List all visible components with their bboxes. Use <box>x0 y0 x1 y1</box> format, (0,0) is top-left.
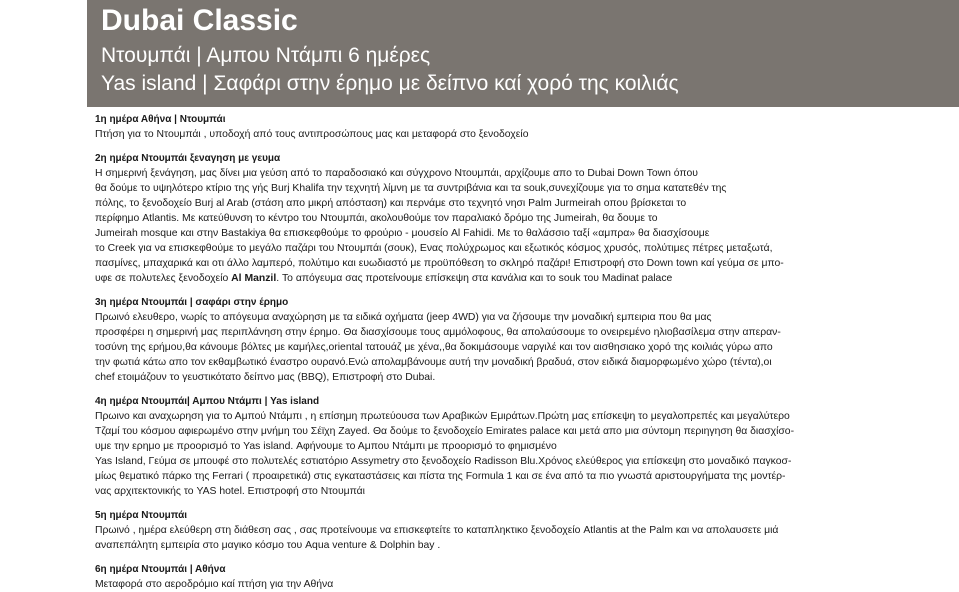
day-text-line: Τζαμί του κόσμου αφιερωμένο στην μνήμη του Σέϊχη Zayed. Θα δούμε το ξενοδοχείο Emirates palace και μετά απο μια σύντομη περιηγηση θα διασχίσο- <box>95 426 795 437</box>
day-text-line: νας αρχιτεκτονικής το YAS hotel. Επιστροφή στο Ντουμπάι <box>95 486 365 497</box>
day-section-2 <box>95 152 953 286</box>
day-text-line: αναπεπάλητη εμπειρία στο μαγικο κόσμο του Aqua venture & Dolphin bay . <box>95 540 441 551</box>
subtitle-highlights: Yas island | Σαφάρι στην έρημο με δείπνο καί χορό της κοιλιάς <box>101 72 679 95</box>
day-text-line: Μεταφορά στο αεροδρόμιο καί πτήση για την Αθήνα <box>95 579 334 590</box>
day-text-line: Πρωινο και αναχωρηση για το Αμπού Ντάμπι , η επίσημη πρωτεύουσα των Αραβικών Εμιράτων.Πρώτη μας επίσκεψη το μεγαλοπρεπές και μεγαλύτερο <box>95 411 790 422</box>
day-text-line <box>95 271 953 286</box>
day-text-line: το Creek για να επισκεφθούμε το μεγάλο παζάρι του Ντουμπάι (σουκ), Ενας πολύχρωμος και εξωτικός κόσμος χρυσός, πολύτιμες πέτρες μεταξωτά, <box>95 243 773 254</box>
day-title: 2η ημέρα Ντουμπάι ξεναγηση με γευμα <box>95 153 281 164</box>
line-text: . Το απόγευμα σας προτείνουμε επίσκεψη στα κανάλια και το souk του Madinat palace <box>276 273 673 284</box>
day-text-line: Πρωινό ελευθερο, νωρίς το απόγευμα αναχώρηση με τα ειδικά οχήματα (jeep 4WD) για να ζήσουμε την μοναδική εμπειρια που θα μας <box>95 312 712 323</box>
itinerary <box>95 113 953 592</box>
day-text-line: περίφημο Atlantis. Με κατεύθυνση το κέντρο του Ντουμπάι, ακολουθούμε τον παραλιακό δρόμο της Jumeirah, θα δουμε το <box>95 213 658 224</box>
day-text-line: την φωτιά κάτω απο τον εκθαμβωτικό έναστρο ουρανό.Ενώ απολαμβάνουμε αυτή την μοναδική βραδυά, στον ειδικά διαμορφωμένο χώρο (τέντα),οι <box>95 357 772 368</box>
day-section-1 <box>95 113 953 142</box>
day-title: 6η ημέρα Ντουμπάι | Αθήνα <box>95 564 226 575</box>
header-banner <box>87 0 959 107</box>
page-title: Dubai Classic <box>101 4 298 37</box>
day-text-line: θα δούμε το υψηλότερο κτίριο της γής Burj Khalifa την τεχνητή λίμνη με τα συντριβάνια και τα souk,συνεχίζουμε για το σημα κατατεθέν της <box>95 183 727 194</box>
day-section-3 <box>95 296 953 385</box>
day-text-line: Πτήση για το Ντουμπάι , υποδοχή από τους αντιπροσώπους μας και μεταφορά στο ξενοδοχείο <box>95 129 529 140</box>
day-title: 5η ημέρα Ντουμπάι <box>95 510 188 521</box>
day-title: 1η ημέρα Αθήνα | Ντουμπάι <box>95 114 226 125</box>
day-text-line: Πρωινό , ημέρα ελεύθερη στη διάθεση σας , σας προτείνουμε να επισκεφτείτε το καταπληκτικο ξενοδοχείο Atlantis at the Palm και να απολαυσετε μιά <box>95 525 779 536</box>
day-text-line: Η σημερινή ξενάγηση, μας δίνει μια γεύση από το παραδοσιακό και σύγχρονο Ντουμπάι, αρχίζουμε απο το Dubai Down Town όπου <box>95 168 698 179</box>
day-text-line: chef ετοιμάζουν το γευστικότατο δείπνο μας (BBQ), Επιστροφή στο Dubai. <box>95 372 436 383</box>
day-section-4 <box>95 395 953 499</box>
day-text-line: πασμίνες, μπαχαρικά και οτι άλλο λαμπερό, πολύτιμο και ευωδιαστό με προϋπόθεση το σκληρό παζάρι! Επιστροφή στο Down town καί γεύμα σε μπο- <box>95 258 784 269</box>
day-text-line: προσφέρει η σημερινή μας περιπλάνηση στην έρημο. Θα διασχίσουμε τους αμμόλοφους, θα απολαύσουμε το ονειρεμένο ηλιοβασίλεμα στην απεραν- <box>95 327 781 338</box>
day-title: 3η ημέρα Ντουμπάι | σαφάρι στην έρημο <box>95 297 289 308</box>
day-text-line: Jumeirah mosque και στην Bastakiya θα επισκεφθούμε το φρούριο - μουσείο Al Fahidi. Με το θαλάσσιο ταξί «αμπρα» θα διασχίσουμε <box>95 228 710 239</box>
day-section-5 <box>95 509 953 553</box>
day-text-line: πόλης, το ξενοδοχείο Burj al Arab (στάση απο μικρή απόσταση) και περνάμε στο τεχνητό νησι Palm Jurmeirah οπου βρίσκεται το <box>95 198 687 209</box>
day-section-6 <box>95 563 953 592</box>
line-text: υφε σε πολυτελες ξενοδοχείο <box>95 273 232 284</box>
day-text-line: τοσύνη της ερήμου,θα κάνουμε βόλτες με καμήλες,oriental τατουάζ με χένα,,θα δοκιμάσουμε ναργιλέ και τον αισθησιακο χορό της κοιλιάς γύρω απο <box>95 342 773 353</box>
day-text-line: Yas Island, Γεύμα σε μπουφέ στο πολυτελές εστιατόριο Assymetry στο ξενοδοχείο Radisson Blu.Χρόνος ελεύθερος για επίσκεψη στο μοναδικό παγκοσ- <box>95 456 792 467</box>
day-title: 4η ημέρα Ντουμπάι| Αμπου Ντάμπι | Yas island <box>95 396 320 407</box>
hotel-name: Al Manzil <box>231 273 277 284</box>
subtitle-destinations: Ντουμπάι | Αμπου Ντάμπι 6 ημέρες <box>101 44 431 67</box>
day-text-line: υμε την ερημο με προορισμό το Yas island. Αφήνουμε το Αμπου Ντάμπι με προορισμό το φημισμένο <box>95 441 557 452</box>
day-text-line: μίως θεματικό πάρκο της Ferrari ( προαιρετικά) στις εγκαταστάσεις και πίστα της Formula 1 και σε ένα από τα πιο γνωστά αριστουργήματα της μοντέρ- <box>95 471 786 482</box>
